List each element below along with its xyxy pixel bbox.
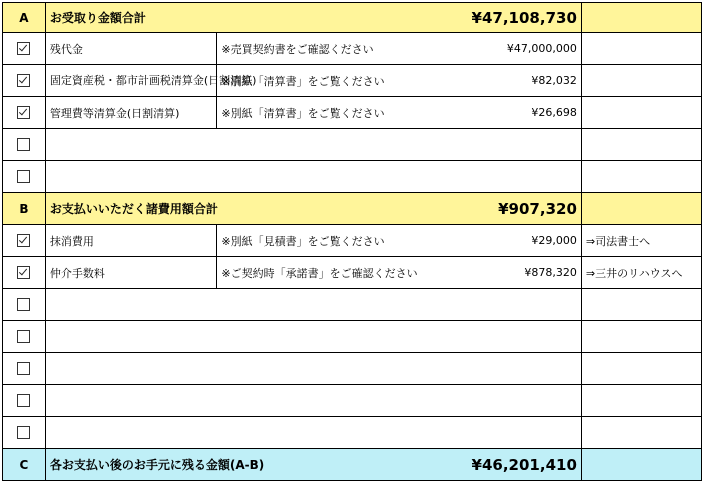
item-destination [581,97,701,129]
item-amount: ¥29,000 [461,225,581,257]
checkbox[interactable] [17,298,30,311]
section-b-row [3,225,702,257]
item-amount: ¥878,320 [461,257,581,289]
item-label: 仲介手数料 [45,257,217,289]
item-destination [581,161,701,193]
section-b-row [3,289,702,321]
checkbox[interactable] [17,266,30,279]
checkbox[interactable] [17,138,30,151]
section-a-row [3,161,702,193]
item-destination [581,321,701,353]
row-checkbox-cell[interactable] [3,289,46,321]
row-checkbox-cell[interactable] [3,161,46,193]
checkbox[interactable] [17,330,30,343]
section-b-letter: B [3,193,46,225]
section-b-title: お支払いいただく諸費用額合計 [45,193,461,225]
checkbox[interactable] [17,394,30,407]
checkbox[interactable] [17,170,30,183]
checkbox[interactable] [17,106,30,119]
item-destination [581,353,701,385]
section-a-title: お受取り金額合計 [45,3,461,33]
empty-item[interactable] [45,417,581,449]
item-note: ※別紙「清算書」をご覧ください [217,65,461,97]
empty-item[interactable] [45,321,581,353]
row-checkbox-cell[interactable] [3,385,46,417]
empty-item[interactable] [45,353,581,385]
section-a-row [3,33,702,65]
item-destination [581,289,701,321]
section-b-row [3,353,702,385]
checkbox[interactable] [17,74,30,87]
item-destination [581,417,701,449]
item-destination [581,65,701,97]
item-note: ※別紙「清算書」をご覧ください [217,97,461,129]
item-destination: ⇒三井のリハウスへ [581,257,701,289]
row-checkbox-cell[interactable] [3,97,46,129]
section-a-header [3,3,702,33]
section-a-total: ¥47,108,730 [461,3,581,33]
checkbox[interactable] [17,426,30,439]
item-amount: ¥26,698 [461,97,581,129]
item-destination [581,385,701,417]
row-checkbox-cell[interactable] [3,321,46,353]
item-destination [581,129,701,161]
section-b-spare [581,193,701,225]
row-checkbox-cell[interactable] [3,33,46,65]
checkbox[interactable] [17,234,30,247]
row-checkbox-cell[interactable] [3,129,46,161]
item-destination: ⇒司法書士へ [581,225,701,257]
section-a-row [3,65,702,97]
section-b-row [3,321,702,353]
item-note: ※別紙「見積書」をご覧ください [217,225,461,257]
item-label: 抹消費用 [45,225,217,257]
empty-item[interactable] [45,289,581,321]
checkbox[interactable] [17,362,30,375]
section-c-title: 各お支払い後のお手元に残る金額(A-B) [45,449,461,481]
section-b-row [3,385,702,417]
section-c-letter: C [3,449,46,481]
section-b-row [3,417,702,449]
checkbox[interactable] [17,42,30,55]
row-checkbox-cell[interactable] [3,225,46,257]
item-note: ※売買契約書をご確認ください [217,33,461,65]
section-c-spare [581,449,701,481]
section-b-row [3,257,702,289]
row-checkbox-cell[interactable] [3,353,46,385]
row-checkbox-cell[interactable] [3,65,46,97]
row-checkbox-cell[interactable] [3,257,46,289]
section-a-row [3,97,702,129]
empty-item[interactable] [45,129,581,161]
settlement-sheet [2,2,702,481]
section-a-spare [581,3,701,33]
row-checkbox-cell[interactable] [3,417,46,449]
item-label: 管理費等清算金(日割清算) [45,97,217,129]
section-c-total: ¥46,201,410 [461,449,581,481]
item-amount: ¥82,032 [461,65,581,97]
empty-item[interactable] [45,161,581,193]
section-a-row [3,129,702,161]
item-destination [581,33,701,65]
section-c-header [3,449,702,481]
item-label: 固定資産税・都市計画税清算金(日割清算) [45,65,217,97]
section-b-header [3,193,702,225]
section-b-total: ¥907,320 [461,193,581,225]
section-a-letter: A [3,3,46,33]
empty-item[interactable] [45,385,581,417]
item-label: 残代金 [45,33,217,65]
item-note: ※ご契約時「承諾書」をご確認ください [217,257,461,289]
item-amount: ¥47,000,000 [461,33,581,65]
